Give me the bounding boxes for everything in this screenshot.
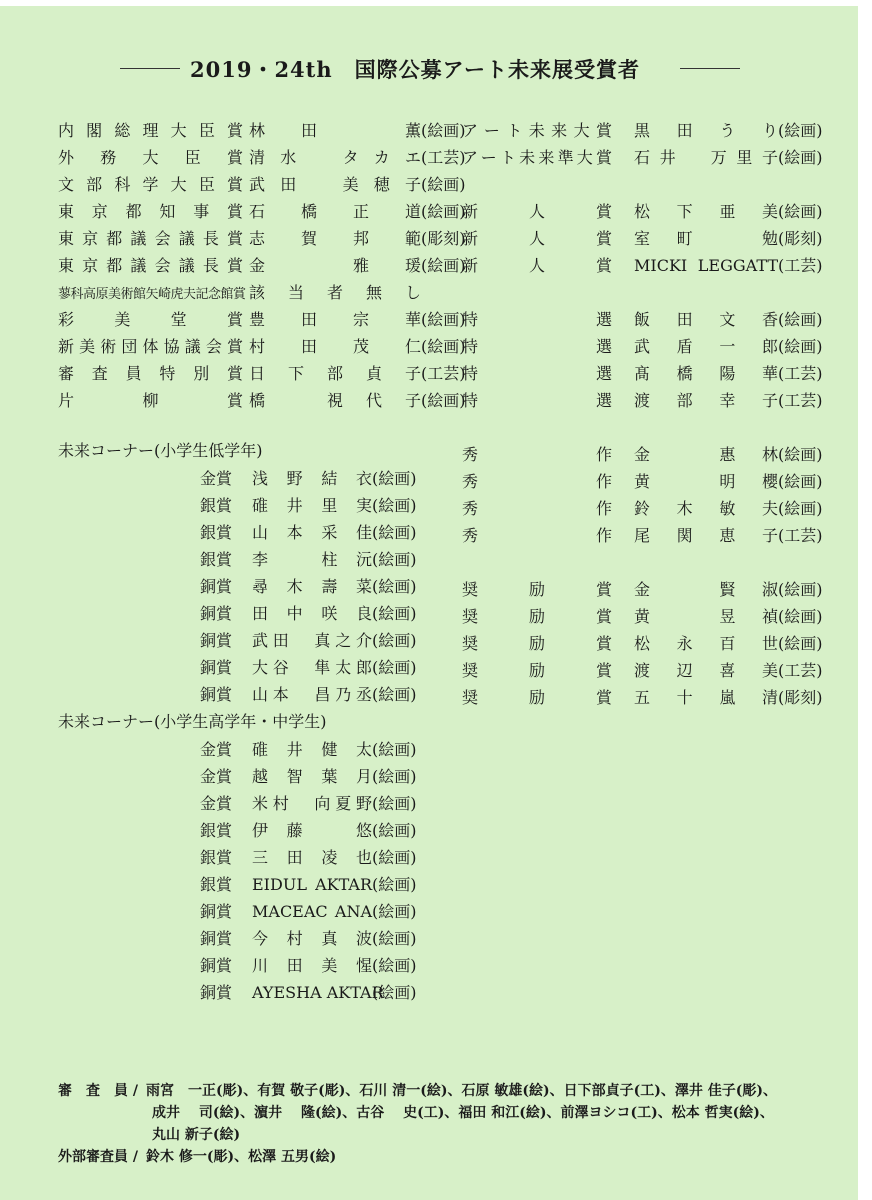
- external-jury-names: 鈴木 修一(彫)、松澤 五男(絵): [146, 1149, 337, 1165]
- winner-name: 黒田うり: [634, 121, 778, 140]
- title-rule-left: [120, 68, 180, 69]
- medium-label: (彫刻): [421, 229, 466, 248]
- award-row: [58, 199, 466, 225]
- medium-label: (絵画): [372, 794, 417, 813]
- medium-label: (絵画): [421, 337, 466, 356]
- prize-label: 金賞: [200, 794, 233, 813]
- award-row: [462, 145, 823, 171]
- medium-label: (絵画): [372, 469, 417, 488]
- medium-label: (絵画): [372, 604, 417, 623]
- prize-label: 銀賞: [200, 848, 233, 867]
- prize-label: 銅賞: [200, 956, 233, 975]
- prize-label: 銀賞: [200, 550, 233, 569]
- mirai-entry: [200, 628, 417, 654]
- mirai-entry: [200, 845, 417, 871]
- winner-name: 碓井里実: [252, 496, 372, 515]
- winner-name: 五十嵐清: [634, 688, 778, 707]
- jury-names-2: 成井 司(絵)、濵井 隆(絵)、古谷 史(工)、福田 和江(絵)、前澤ヨシコ(工)、松本 哲実(絵)、: [152, 1105, 774, 1121]
- medium-label: (絵画): [372, 740, 417, 759]
- external-jury-label: 外部審査員 /: [58, 1149, 138, 1165]
- award-row: [462, 334, 823, 360]
- award-row: [58, 172, 466, 198]
- prize-label: 銅賞: [200, 929, 233, 948]
- award-row: [462, 118, 823, 144]
- winner-name: 鈴木敏夫: [634, 499, 778, 518]
- medium-label: (工芸): [778, 256, 823, 275]
- medium-label: (絵画): [372, 550, 417, 569]
- mirai-entry: [200, 574, 417, 600]
- title-row: [0, 52, 858, 86]
- award-row: [462, 361, 823, 387]
- award-row: [58, 334, 466, 360]
- winner-name: 山本 昌乃丞: [252, 685, 372, 704]
- mirai-entry: [200, 682, 417, 708]
- award-row: [58, 118, 466, 144]
- winner-name: 髙橋陽華: [634, 364, 778, 383]
- external-jury-line: [58, 1146, 777, 1168]
- prize-label: 金賞: [200, 469, 233, 488]
- medium-label: (彫刻): [778, 229, 823, 248]
- medium-label: (絵画): [778, 607, 823, 626]
- mirai-entry: [200, 899, 417, 925]
- award-name: 特選: [462, 337, 612, 356]
- award-row: [58, 226, 466, 252]
- medium-label: (絵画): [778, 445, 823, 464]
- jury-names-3: 丸山 新子(絵): [152, 1127, 241, 1143]
- winner-name: 李 柱沅: [252, 550, 372, 569]
- award-name: 秀作: [462, 526, 612, 545]
- prize-label: 銅賞: [200, 577, 233, 596]
- award-name: 秀作: [462, 445, 612, 464]
- mirai-entry: [200, 764, 417, 790]
- winner-name: MICKI LEGGATT: [634, 256, 778, 275]
- winner-name: 武盾一郎: [634, 337, 778, 356]
- prize-label: 銀賞: [200, 496, 233, 515]
- medium-label: (絵画): [372, 577, 417, 596]
- mirai-entry: [200, 493, 417, 519]
- medium-label: (絵画): [372, 767, 417, 786]
- medium-label: (絵画): [421, 121, 466, 140]
- medium-label: (絵画): [778, 148, 823, 167]
- winner-name: 尾関恵子: [634, 526, 778, 545]
- award-name: 東京都知事賞: [58, 202, 243, 221]
- winner-name: 金 雅瑗: [249, 256, 421, 275]
- winner-name: 三田凌也: [252, 848, 372, 867]
- mirai-entry: [200, 547, 417, 573]
- mirai-entry: [200, 466, 417, 492]
- winner-name: 金 賢淑: [634, 580, 778, 599]
- winner-name: 金 惠林: [634, 445, 778, 464]
- award-row: [462, 604, 823, 630]
- medium-label: (絵画): [778, 499, 823, 518]
- award-name: 蓼科高原美術館矢崎虎夫記念館賞: [58, 287, 246, 302]
- winner-name: 石橋正道: [249, 202, 421, 221]
- award-row: [58, 145, 466, 171]
- winner-name: 尋木壽菜: [252, 577, 372, 596]
- winner-name: 林田 薫: [249, 121, 421, 140]
- page-title: 2019・24th 国際公募アート未来展受賞者: [190, 57, 641, 82]
- award-row: [462, 469, 823, 495]
- award-name: 東京都議会議長賞: [58, 229, 243, 248]
- mirai-entry: [200, 872, 417, 898]
- winner-name: 伊藤 悠: [252, 821, 372, 840]
- award-row: [462, 631, 823, 657]
- winner-name: 浅野結衣: [252, 469, 372, 488]
- award-name: 新人賞: [462, 229, 612, 248]
- medium-label: (工芸): [778, 391, 823, 410]
- mirai-entry: [200, 737, 417, 763]
- award-name: 奨励賞: [462, 634, 612, 653]
- winner-name: 山本采佳: [252, 523, 372, 542]
- award-name: 新美術団体協議会賞: [58, 337, 243, 356]
- prize-label: 銀賞: [200, 821, 233, 840]
- winner-name: 渡部幸子: [634, 391, 778, 410]
- award-name: 彩美堂賞: [58, 310, 243, 329]
- mirai-entry: [200, 953, 417, 979]
- award-name: 文部科学大臣賞: [58, 175, 243, 194]
- mirai-entry: [200, 818, 417, 844]
- medium-label: (絵画): [421, 175, 466, 194]
- jury-names-1: 雨宮 一正(彫)、有賀 敬子(彫)、石川 清一(絵)、石原 敏雄(絵)、日下部貞子(工)、澤井 佳子(彫)、: [146, 1083, 777, 1099]
- award-name: 特選: [462, 310, 612, 329]
- award-name: 特選: [462, 391, 612, 410]
- winner-name: 該当者無し: [249, 283, 421, 302]
- award-row: [58, 253, 466, 279]
- winner-name: 松永百世: [634, 634, 778, 653]
- award-name: アート未来大賞: [462, 121, 612, 140]
- medium-label: (絵画): [372, 848, 417, 867]
- medium-label: (絵画): [372, 983, 417, 1002]
- award-row: [462, 307, 823, 333]
- medium-label: (絵画): [372, 523, 417, 542]
- prize-label: 銅賞: [200, 983, 233, 1002]
- winner-name: 村田茂仁: [249, 337, 421, 356]
- award-name: 外務大臣賞: [58, 148, 243, 167]
- winner-name: 川田美惺: [252, 956, 372, 975]
- winner-name: 田中咲良: [252, 604, 372, 623]
- award-row: [58, 388, 466, 414]
- jury-block: [58, 1080, 777, 1168]
- winner-name: 碓井健太: [252, 740, 372, 759]
- award-name: 奨励賞: [462, 688, 612, 707]
- medium-label: (絵画): [778, 310, 823, 329]
- medium-label: (絵画): [372, 658, 417, 677]
- winner-name: 豊田宗華: [249, 310, 421, 329]
- medium-label: (絵画): [421, 202, 466, 221]
- winner-name: AYESHA AKTAR: [252, 983, 384, 1002]
- award-row: [462, 253, 823, 279]
- mirai-entry: [200, 791, 417, 817]
- award-name: 奨励賞: [462, 580, 612, 599]
- award-row: [462, 523, 823, 549]
- medium-label: (工芸): [778, 526, 823, 545]
- mirai-entry: [200, 926, 417, 952]
- award-row: [462, 658, 823, 684]
- award-row: [462, 388, 823, 414]
- winner-name: 室町 勉: [634, 229, 778, 248]
- award-name: 秀作: [462, 472, 612, 491]
- medium-label: (絵画): [778, 202, 823, 221]
- prize-label: 銅賞: [200, 658, 233, 677]
- prize-label: 銅賞: [200, 902, 233, 921]
- award-row: [462, 226, 823, 252]
- winner-name: 黄 明櫻: [634, 472, 778, 491]
- medium-label: (工芸): [778, 661, 823, 680]
- winner-name: MACEAC ANA: [252, 902, 372, 921]
- jury-line-1: [58, 1080, 777, 1102]
- medium-label: (絵画): [372, 685, 417, 704]
- award-name: 審査員特別賞: [58, 364, 243, 383]
- winner-name: 黄 昱禎: [634, 607, 778, 626]
- medium-label: (絵画): [778, 472, 823, 491]
- jury-label: 審 査 員 /: [58, 1083, 138, 1099]
- jury-line-3: [58, 1124, 777, 1146]
- mirai-entry: [200, 601, 417, 627]
- award-row: [462, 685, 823, 711]
- prize-label: 銀賞: [200, 875, 233, 894]
- winner-name: 米村 向夏野: [252, 794, 372, 813]
- title-rule-right: [680, 68, 740, 69]
- mirai-high-heading: 未来コーナー(小学生高学年・中学生): [58, 712, 327, 731]
- award-row: [462, 442, 823, 468]
- award-name: 東京都議会議長賞: [58, 256, 243, 275]
- winner-name: 飯田文香: [634, 310, 778, 329]
- winner-name: 武田 美穂子: [249, 175, 421, 194]
- prize-label: 銅賞: [200, 604, 233, 623]
- award-name: 秀作: [462, 499, 612, 518]
- award-name: アート未来準大賞: [462, 148, 612, 167]
- medium-label: (絵画): [372, 875, 417, 894]
- winner-name: 大谷 隼太郎: [252, 658, 372, 677]
- award-row: [462, 199, 823, 225]
- award-name: 奨励賞: [462, 607, 612, 626]
- prize-label: 銅賞: [200, 631, 233, 650]
- award-name: 新人賞: [462, 202, 612, 221]
- prize-label: 銅賞: [200, 685, 233, 704]
- winner-name: 越智葉月: [252, 767, 372, 786]
- winner-name: 橋 視代子: [249, 391, 421, 410]
- award-row: [462, 577, 823, 603]
- award-row: [58, 307, 466, 333]
- medium-label: (絵画): [372, 929, 417, 948]
- award-name: 特選: [462, 364, 612, 383]
- medium-label: (絵画): [421, 256, 466, 275]
- medium-label: (工芸): [421, 148, 466, 167]
- medium-label: (絵画): [372, 496, 417, 515]
- mirai-low-heading: 未来コーナー(小学生低学年): [58, 441, 263, 460]
- winner-name: 武田 真之介: [252, 631, 372, 650]
- medium-label: (絵画): [372, 631, 417, 650]
- award-row: [58, 280, 421, 306]
- winner-name: EIDUL AKTAR: [252, 875, 372, 894]
- medium-label: (工芸): [778, 364, 823, 383]
- certificate-page: [0, 6, 858, 1200]
- medium-label: (絵画): [778, 121, 823, 140]
- medium-label: (絵画): [778, 337, 823, 356]
- medium-label: (工芸): [421, 364, 466, 383]
- award-name: 新人賞: [462, 256, 612, 275]
- award-row: [462, 496, 823, 522]
- medium-label: (絵画): [778, 634, 823, 653]
- mirai-entry: [200, 520, 417, 546]
- medium-label: (彫刻): [778, 688, 823, 707]
- mirai-entry: [200, 655, 417, 681]
- winner-name: 渡辺喜美: [634, 661, 778, 680]
- award-name: 奨励賞: [462, 661, 612, 680]
- prize-label: 金賞: [200, 740, 233, 759]
- award-row: [58, 361, 466, 387]
- medium-label: (絵画): [372, 821, 417, 840]
- mirai-entry: [200, 980, 417, 1006]
- medium-label: (絵画): [372, 902, 417, 921]
- medium-label: (絵画): [372, 956, 417, 975]
- winner-name: 志賀邦範: [249, 229, 421, 248]
- award-name: 片柳賞: [58, 391, 243, 410]
- jury-line-2: [58, 1102, 777, 1124]
- winner-name: 今村真波: [252, 929, 372, 948]
- prize-label: 金賞: [200, 767, 233, 786]
- medium-label: (絵画): [421, 310, 466, 329]
- winner-name: 石井 万里子: [634, 148, 778, 167]
- medium-label: (絵画): [421, 391, 466, 410]
- winner-name: 清水 タカエ: [249, 148, 421, 167]
- winner-name: 松下亜美: [634, 202, 778, 221]
- award-name: 内閣総理大臣賞: [58, 121, 243, 140]
- medium-label: (絵画): [778, 580, 823, 599]
- winner-name: 日下部貞子: [249, 364, 421, 383]
- prize-label: 銀賞: [200, 523, 233, 542]
